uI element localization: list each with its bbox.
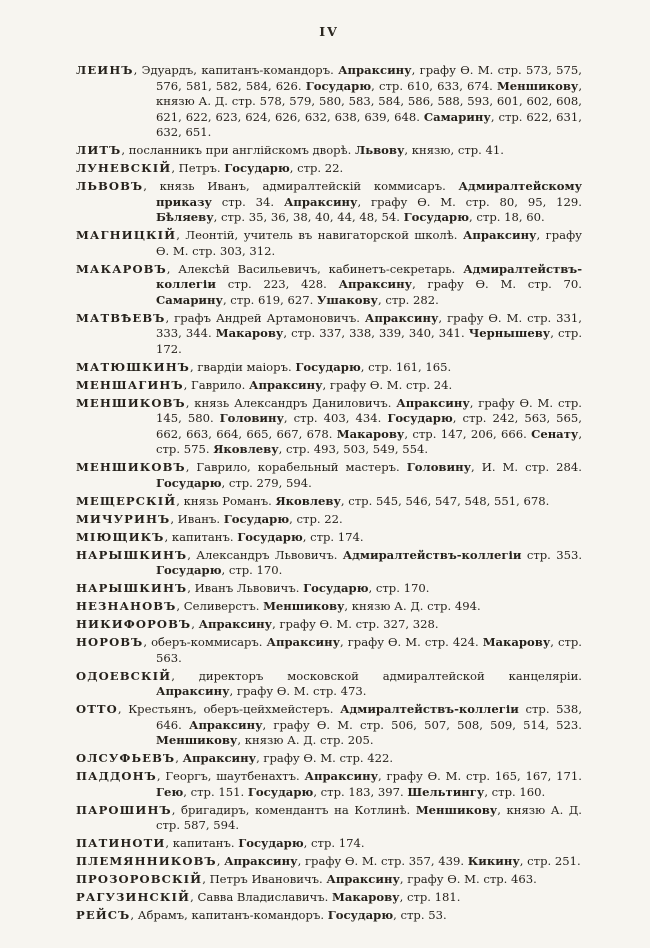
entry-text: , Алексѣй Васильевичъ, кабинетъ-секретарь.: [166, 261, 464, 276]
entry-text: , оберъ-коммисаръ.: [143, 635, 267, 649]
entry-text: ,: [191, 617, 199, 631]
index-entry: [76, 228, 582, 259]
entry-text: , стр. 279, 594.: [221, 475, 312, 490]
entry-name: ПАРОШИНЪ: [76, 802, 172, 817]
index-entry: [76, 872, 582, 888]
entry-addressee: Меншикову: [263, 599, 345, 613]
entry-text: , стр. 403, 434.: [283, 411, 388, 425]
entry-text: , стр. 53.: [393, 908, 447, 922]
entry-addressee: Государю: [387, 411, 453, 425]
entry-text: , стр. 337, 338, 339, 340, 341.: [283, 326, 469, 340]
entry-addressee: Государю: [223, 511, 290, 526]
entry-addressee: Государю: [156, 475, 222, 490]
entry-text: , стр. 242, 563, 565, 662, 663, 664, 665, 667, 678.: [156, 411, 582, 441]
entry-text: , Абрамъ, капитанъ-командоръ.: [130, 908, 328, 922]
entry-name: ЛУНЕВСКІЙ: [76, 161, 172, 175]
entry-addressee: Государю: [303, 581, 369, 595]
entry-addressee: Апраксину: [304, 769, 379, 783]
entry-addressee: Апраксину: [198, 617, 273, 631]
entry-text: , бригадиръ, комендантъ на Котлинѣ.: [171, 802, 416, 817]
index-entry: [76, 179, 582, 226]
entry-addressee: Апраксину: [156, 684, 230, 698]
index-entry: [76, 512, 582, 528]
entry-text: , Петръ.: [171, 161, 225, 175]
entry-name: НАРЫШКИНЪ: [76, 581, 188, 595]
entry-text: , князь Романъ.: [176, 493, 276, 508]
entry-text: , стр. 160.: [484, 784, 546, 799]
entry-text: , посланникъ при англійскомъ дворѣ.: [121, 143, 355, 157]
entry-addressee: Апраксину: [249, 377, 323, 392]
entry-text: , графу Ѳ. М. стр. 327, 328.: [272, 617, 439, 631]
page-number: IV: [319, 24, 339, 39]
entry-addressee: Гею: [156, 784, 184, 799]
entry-text: , графу Ѳ. М. стр. 145, 580.: [156, 395, 582, 425]
entry-addressee: Чернышеву: [468, 326, 551, 340]
entry-text: , князю, стр. 41.: [404, 143, 504, 157]
entry-name: МЕНШИКОВЪ: [76, 395, 186, 410]
entry-name: НОРОВЪ: [76, 635, 144, 649]
entry-name: НАРЫШКИНЪ: [76, 547, 188, 562]
entry-name: РЕЙСЪ: [76, 908, 131, 922]
index-entry: [76, 161, 582, 177]
entry-text: , стр. 161, 165.: [360, 359, 452, 374]
entry-text: , директоръ московской адмиралтейской канцеляріи.: [171, 668, 582, 683]
entry-addressee: Государю: [295, 359, 361, 374]
entry-addressee: Апраксину: [266, 635, 341, 649]
entry-text: , стр. 181.: [399, 890, 461, 904]
entry-text: , стр. 151.: [183, 784, 248, 799]
entry-text: стр. 353.: [521, 547, 583, 562]
index-entry: [76, 378, 582, 394]
entry-addressee: Апраксину: [462, 228, 537, 242]
entry-text: , стр. 172.: [156, 326, 583, 356]
entry-addressee: Меншикову: [156, 733, 238, 747]
entry-text: , графу Ѳ. М. стр. 357, 439.: [297, 854, 468, 868]
entry-addressee: Апраксину: [338, 63, 412, 77]
entry-addressee: Государю: [247, 784, 314, 799]
entry-addressee: Самарину: [156, 292, 223, 307]
index-entry: [76, 63, 582, 141]
index-entry: [76, 262, 582, 309]
entry-text: , графу Ѳ. М. стр. 165, 167, 171.: [378, 769, 582, 783]
entry-text: , графу Ѳ. М. стр. 70.: [412, 277, 582, 291]
entry-addressee: Шельтингу: [407, 784, 485, 799]
index-entry: [76, 751, 582, 767]
index-entry: [76, 143, 582, 159]
entry-addressee: Апраксину: [189, 717, 263, 732]
entry-name: МИЧУРИНЪ: [76, 511, 171, 526]
entry-addressee: Апраксину: [182, 751, 257, 765]
entry-text: , гвардіи маіоръ.: [189, 359, 296, 374]
entry-text: стр. 34.: [211, 194, 284, 209]
entry-text: , графъ Андрей Артамоновичъ.: [165, 310, 365, 325]
entry-text: , Гаврило, корабельный мастеръ.: [185, 460, 407, 474]
entry-name: МАТВѢЕВЪ: [76, 310, 166, 325]
entry-name: МЕНШИКОВЪ: [76, 460, 186, 474]
entry-addressee: Макарову: [215, 326, 284, 340]
entry-text: , стр. 170.: [221, 563, 283, 577]
index-entry: [76, 669, 582, 700]
entry-text: , стр. 251.: [519, 854, 581, 868]
entry-text: , стр. 575.: [156, 426, 582, 456]
entry-text: , стр. 563.: [156, 635, 582, 665]
entry-text: , графу Ѳ. М. стр. 24.: [322, 377, 453, 392]
index-entry: [76, 530, 582, 546]
entry-text: , стр. 622, 631, 632, 651.: [156, 109, 582, 139]
entry-text: , князю А. Д. стр. 578, 579, 580, 583, 584, 586, 588, 593, 601, 602, 608, 621, 622, 623, 624, 626, 632, 638, 639, 648.: [156, 78, 582, 124]
index-entry: [76, 617, 582, 633]
entry-text: , Георгъ, шаутбенахтъ.: [156, 769, 305, 783]
entry-addressee: Головину: [406, 460, 471, 474]
entry-addressee: Государю: [238, 836, 304, 850]
entry-name: ОЛСУФЬЕВЪ: [76, 751, 176, 765]
entry-addressee: Государю: [156, 563, 222, 577]
entry-addressee: Апраксину: [338, 277, 413, 291]
entry-name: МАКАРОВЪ: [76, 261, 167, 276]
entry-text: стр. 223, 428.: [215, 277, 339, 291]
entry-name: ОТТО: [76, 702, 118, 716]
index-entry: [76, 548, 582, 579]
entry-addressee: Государю: [305, 78, 372, 93]
entry-addressee: Меншикову: [496, 78, 579, 93]
entry-text: , стр. 147, 206, 666.: [404, 426, 532, 441]
entry-addressee: Государю: [237, 529, 303, 544]
entry-text: , графу Ѳ. М. стр. 473.: [229, 684, 367, 698]
entry-name: РАГУЗИНСКІЙ: [76, 890, 191, 904]
entry-text: , графу Ѳ. М. стр. 303, 312.: [156, 228, 582, 258]
entry-text: , Гаврило.: [183, 377, 250, 392]
entry-text: , стр. 170.: [368, 581, 430, 595]
entry-text: , графу Ѳ. М. стр. 506, 507, 508, 509, 514, 523.: [262, 717, 582, 732]
entry-text: , стр. 35, 36, 38, 40, 44, 48, 54.: [213, 210, 404, 224]
index-entry: [76, 599, 582, 615]
entry-addressee: Львову: [354, 143, 405, 157]
entry-addressee: Головину: [219, 411, 284, 425]
entry-text: ,: [175, 751, 183, 765]
entry-addressee: Государю: [403, 210, 470, 224]
entry-text: , графу Ѳ. М. стр. 331, 333, 344.: [156, 310, 582, 340]
entry-addressee: Апраксину: [326, 872, 400, 886]
entry-addressee: Ушакову: [317, 292, 378, 307]
index-entry: [76, 908, 582, 924]
entry-name: НИКИФОРОВЪ: [76, 617, 192, 631]
entry-name: ЛЬВОВЪ: [76, 179, 144, 193]
index-entry: [76, 890, 582, 906]
entry-text: , графу Ѳ. М. стр. 463.: [399, 872, 537, 886]
entry-text: , стр. 282.: [377, 292, 439, 307]
entry-text: , стр. 22.: [289, 161, 344, 175]
entry-text: , князю А. Д. стр. 587, 594.: [156, 802, 582, 832]
entry-text: , Савва Владиславичъ.: [190, 890, 333, 904]
entry-addressee: Апраксину: [224, 854, 298, 868]
entry-text: , стр. 18, 60.: [469, 210, 545, 224]
index-entry: [76, 635, 582, 666]
entry-text: , князь Александръ Даниловичъ.: [185, 395, 397, 410]
entry-addressee: Макарову: [482, 635, 551, 649]
entry-text: , князь Иванъ, адмиралтейскій коммисаръ.: [143, 179, 459, 193]
entry-addressee: Бѣляеву: [156, 210, 214, 224]
entry-text: , капитанъ.: [164, 529, 238, 544]
entry-name: ЛИТЪ: [76, 143, 122, 157]
index-entry: [76, 360, 582, 376]
entry-text: , стр. 183, 397.: [313, 784, 408, 799]
entry-addressee: Яковлеву: [275, 493, 341, 508]
entry-addressee: Макарову: [332, 890, 400, 904]
entry-text: , стр. 174.: [302, 529, 364, 544]
index-entry: [76, 494, 582, 510]
entry-addressee: Апраксину: [283, 194, 358, 209]
entry-text: , Иванъ Львовичъ.: [187, 581, 304, 595]
entry-addressee: Адмиралтействъ-коллегіи: [340, 702, 519, 716]
entry-addressee: Макарову: [336, 426, 405, 441]
index-entry: [76, 460, 582, 491]
entry-text: , князю А. Д. стр. 494.: [344, 599, 481, 613]
entry-text: , графу Ѳ. М. стр. 80, 95, 129.: [357, 194, 582, 209]
index-entry: [76, 702, 582, 749]
entry-text: стр. 538, 646.: [156, 702, 582, 732]
entry-addressee: Адмиралтействъ-коллегіи: [342, 547, 522, 562]
entry-text: , Крестьянъ, оберъ-цейхмейстеръ.: [117, 702, 341, 716]
entry-addressee: Апраксину: [396, 395, 470, 410]
entry-text: , стр. 610, 633, 674.: [371, 78, 497, 93]
entry-addressee: Меншикову: [415, 802, 498, 817]
entry-text: , Селиверстъ.: [176, 599, 264, 613]
entry-text: ,: [216, 854, 225, 868]
index-entries: [76, 63, 582, 924]
index-entry: [76, 854, 582, 870]
index-entry: [76, 769, 582, 800]
index-entry: [76, 836, 582, 852]
entry-addressee: Сенату: [531, 426, 579, 441]
entry-text: , стр. 22.: [289, 511, 343, 526]
entry-text: , Леонтій, учитель въ навигаторской школѣ.: [176, 228, 463, 242]
entry-addressee: Кикину: [467, 854, 520, 868]
index-entry: [76, 581, 582, 597]
entry-text: , Иванъ.: [170, 511, 224, 526]
entry-name: НЕЗНАНОВЪ: [76, 599, 177, 613]
entry-text: , Петръ Ивановичъ.: [202, 872, 327, 886]
entry-text: , И. М. стр. 284.: [471, 460, 582, 474]
entry-text: , графу Ѳ. М. стр. 422.: [256, 751, 394, 765]
entry-text: , стр. 174.: [303, 836, 365, 850]
entry-addressee: Адмиралтействъ-коллегіи: [156, 261, 582, 291]
entry-addressee: Государю: [327, 908, 394, 922]
entry-addressee: Самарину: [423, 109, 491, 124]
index-entry: [76, 396, 582, 458]
entry-addressee: Апраксину: [364, 310, 439, 325]
entry-text: , капитанъ.: [165, 836, 239, 850]
entry-addressee: Адмиралтейскому приказу: [156, 179, 582, 209]
entry-text: , графу Ѳ. М. стр. 573, 575, 576, 581, 582, 584, 626.: [156, 63, 582, 93]
entry-text: , Эдуардъ, капитанъ-командоръ.: [133, 63, 339, 77]
entry-name: ПЛЕМЯННИКОВЪ: [76, 854, 217, 868]
entry-name: МЕНШАГИНЪ: [76, 377, 184, 392]
entry-name: МАТЮШКИНЪ: [76, 359, 190, 374]
entry-name: ЛЕИНЪ: [76, 63, 134, 77]
entry-name: ПРОЗОРОВСКІЙ: [76, 872, 203, 886]
entry-addressee: Яковлеву: [213, 442, 279, 456]
entry-text: , стр. 493, 503, 549, 554.: [278, 442, 429, 456]
entry-name: ПАТИНОТИ: [76, 836, 166, 850]
index-entry: [76, 803, 582, 834]
entry-text: , Александръ Львовичъ.: [187, 547, 343, 562]
entry-name: ПАДДОНЪ: [76, 769, 157, 783]
entry-text: , князю А. Д. стр. 205.: [237, 733, 374, 747]
entry-name: МАГНИЦКІЙ: [76, 228, 177, 242]
entry-text: , стр. 619, 627.: [222, 292, 318, 307]
entry-text: , стр. 545, 546, 547, 548, 551, 678.: [340, 493, 550, 508]
entry-name: ОДОЕВСКІЙ: [76, 668, 172, 683]
entry-addressee: Государю: [224, 161, 290, 175]
index-entry: [76, 311, 582, 358]
entry-name: МІЮЩИКЪ: [76, 529, 165, 544]
entry-text: , графу Ѳ. М. стр. 424.: [340, 635, 483, 649]
entry-name: МЕЩЕРСКІЙ: [76, 493, 177, 508]
